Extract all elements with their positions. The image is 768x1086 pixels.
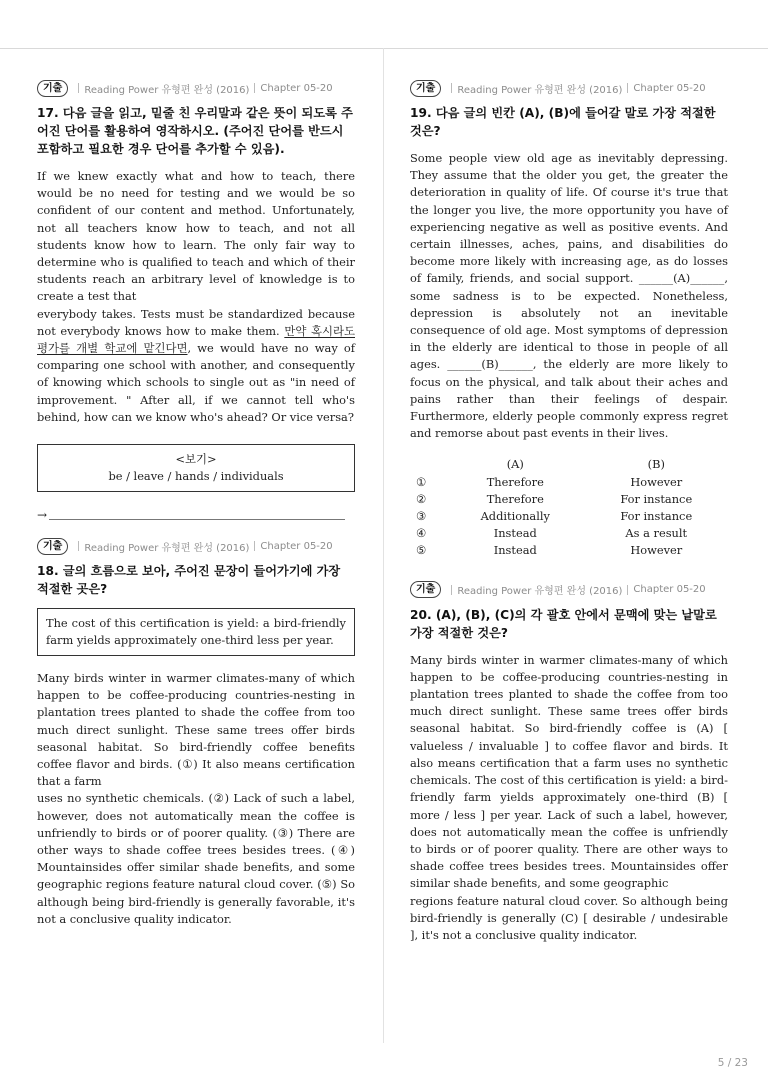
question-meta [37,536,355,556]
choice-b: However [630,543,683,558]
choice-row[interactable] [410,474,728,491]
passage-paragraph: If we knew exactly what and how to teach, there would be no need for testing and we would be so confident of our content and method. Unfortunately, not all teachers know how to teach, and not all students know how to learn. The only fair way to determine who is qualified to teach and which of their students reach an arbitrary level of knowledge is to create a test that [37,169,355,304]
choice-row[interactable] [410,491,728,508]
choice-b: For instance [620,509,693,524]
passage-paragraph: Many birds winter in warmer climates-many of which happen to be coffee-producing countries-nesting in plantation trees planted to shade the coffee from too much direct sunlight. These same trees offer birds seasonal habitat. So bird-friendly coffee benefits coffee flavor and birds. (①) It also means certification that a farm [37,671,355,789]
exam-tag: 기출 [410,581,441,598]
question-17 [37,78,355,522]
passage [37,670,355,928]
top-rule [0,48,768,49]
choices-header [410,456,728,473]
column-a-header: (A) [506,457,524,472]
question-title: 19. 다음 글의 빈칸 (A), (B)에 들어갈 말로 가장 적절한 것은? [410,106,716,138]
chapter-label: Chapter 05-20 [260,82,333,94]
choice-number: ③ [416,509,427,524]
passage-paragraph: everybody takes. Tests must be standardized because not everybody knows how to make them. 만약 혹시라도 평가를 개별 학교에 맡긴다면, we would have no way of comparing one school with another, and consequently of knowing which schools to single out as "in need of improvement. " After all, if we cannot tell who's behind, how can we know who's ahead? Or vice versa? [37,306,355,424]
source-label: Reading Power 유형편 완성 (2016) [84,84,250,96]
given-sentence-box: The cost of this certification is yield: a bird-friendly farm yields approximately one-third less per year. [37,608,355,656]
passage [37,168,355,426]
right-column [410,78,728,944]
passage-paragraph: uses no synthetic chemicals. (②) Lack of such a label, however, does not automatically mean the coffee is unfriendly to birds or of poorer quality. (③) There are other ways to shade coffee trees besides trees. (④) Mountainsides offer similar shade benefits, and some geographic regions feature natural cloud cover. (⑤) So although being bird-friendly is generally favorable, it's not a conclusive quality indicator. [37,791,355,926]
question-meta [410,580,728,600]
chapter-label: Chapter 05-20 [633,82,706,94]
column-b-header: (B) [647,457,665,472]
word-box-words: be / leave / hands / individuals [108,469,284,484]
exam-tag: 기출 [410,80,441,97]
source-label: Reading Power 유형편 완성 (2016) [84,542,250,554]
question-meta [410,78,728,98]
choice-number: ① [416,474,427,489]
choice-number: ② [416,491,427,506]
choice-row[interactable] [410,542,728,559]
chapter-label: Chapter 05-20 [260,540,333,552]
source-label: Reading Power 유형편 완성 (2016) [457,84,623,96]
choice-b: For instance [620,491,693,506]
question-title: 17. 다음 글을 읽고, 밑줄 친 우리말과 같은 뜻이 되도록 주어진 단어를 활용하여 영작하시오. (주어진 단어를 반드시 포함하고 필요한 경우 단어를 추가할 수 있음). [37,106,353,156]
page-number: 5 / 23 [717,1057,748,1069]
word-box [37,444,355,492]
choice-number: ⑤ [416,543,427,558]
exam-tag: 기출 [37,538,68,555]
question-title: 20. (A), (B), (C)의 각 괄호 안에서 문맥에 맞는 낱말로 가장 적절한 것은? [410,607,717,640]
answer-line[interactable] [37,508,355,522]
choices-table [410,456,728,559]
question-title: 18. 글의 흐름으로 보아, 주어진 문장이 들어가기에 가장 적절한 곳은? [37,564,341,597]
question-meta [37,78,355,98]
choice-b: However [630,474,683,489]
passage [410,150,728,442]
passage [410,652,728,944]
passage-paragraph: Some people view old age as inevitably depressing. They assume that the older you get, the greater the deterioration in quality of life. Of course it's true that the longer you live, the more opportunity you have of experiencing negative as well as positive events. And certain illnesses, aches, pains, and disabilities do become more likely with increasing age, as do losses of family, friends, and social support. ______(A)______, some sadness is to be expected. Nonetheless, depression is absolutely not an inevitable consequence of old age. Most symptoms of depression in the elderly are identical to those in people of all ages. ______(B)______, the elderly are more likely to focus on the physical, and talk about their aches and pains rather than their feelings of despair. Furthermore, elderly people commonly express regret and remorse about past events in their lives. [410,151,728,441]
word-box-title: <보기> [175,452,217,467]
choice-number: ④ [416,526,427,541]
column-divider [383,48,384,1043]
choice-a: Instead [493,526,537,541]
question-18 [37,536,355,928]
source-label: Reading Power 유형편 완성 (2016) [457,586,623,598]
arrow-icon: → [37,508,48,523]
chapter-label: Chapter 05-20 [633,584,706,596]
passage-paragraph: regions feature natural cloud cover. So although being bird-friendly is generally (C) [ desirable / undesirable ], it's not a conclusive quality indicator. [410,893,728,942]
choice-b: As a result [625,526,688,541]
left-column [37,78,355,928]
choice-row[interactable] [410,508,728,525]
question-19 [410,78,728,560]
choice-row[interactable] [410,525,728,542]
question-20 [410,580,728,944]
exam-tag: 기출 [37,80,68,97]
choice-a: Therefore [486,474,544,489]
choice-a: Therefore [486,491,544,506]
choice-a: Additionally [480,509,550,524]
passage-paragraph: Many birds winter in warmer climates-many of which happen to be coffee-producing countries-nesting in plantation trees planted to shade the coffee from too much direct sunlight. These same trees offer birds seasonal habitat. So bird-friendly coffee is (A) [ valueless / invaluable ] to coffee flavor and birds. It also means certification that a farm uses no synthetic chemicals. The cost of this certification is yield: a bird-friendly farm yields approximately one-third (B) [ more / less ] per year. Lack of such a label, however, does not automatically mean the coffee is unfriendly to birds or of poorer quality. There are other ways to shade coffee trees besides trees. Mountainsides offer similar shade benefits, and some geographic [410,652,728,891]
choice-a: Instead [493,543,537,558]
underlined-korean: 만약 혹시라도 평가를 개별 학교에 맡긴다면 [37,323,355,356]
